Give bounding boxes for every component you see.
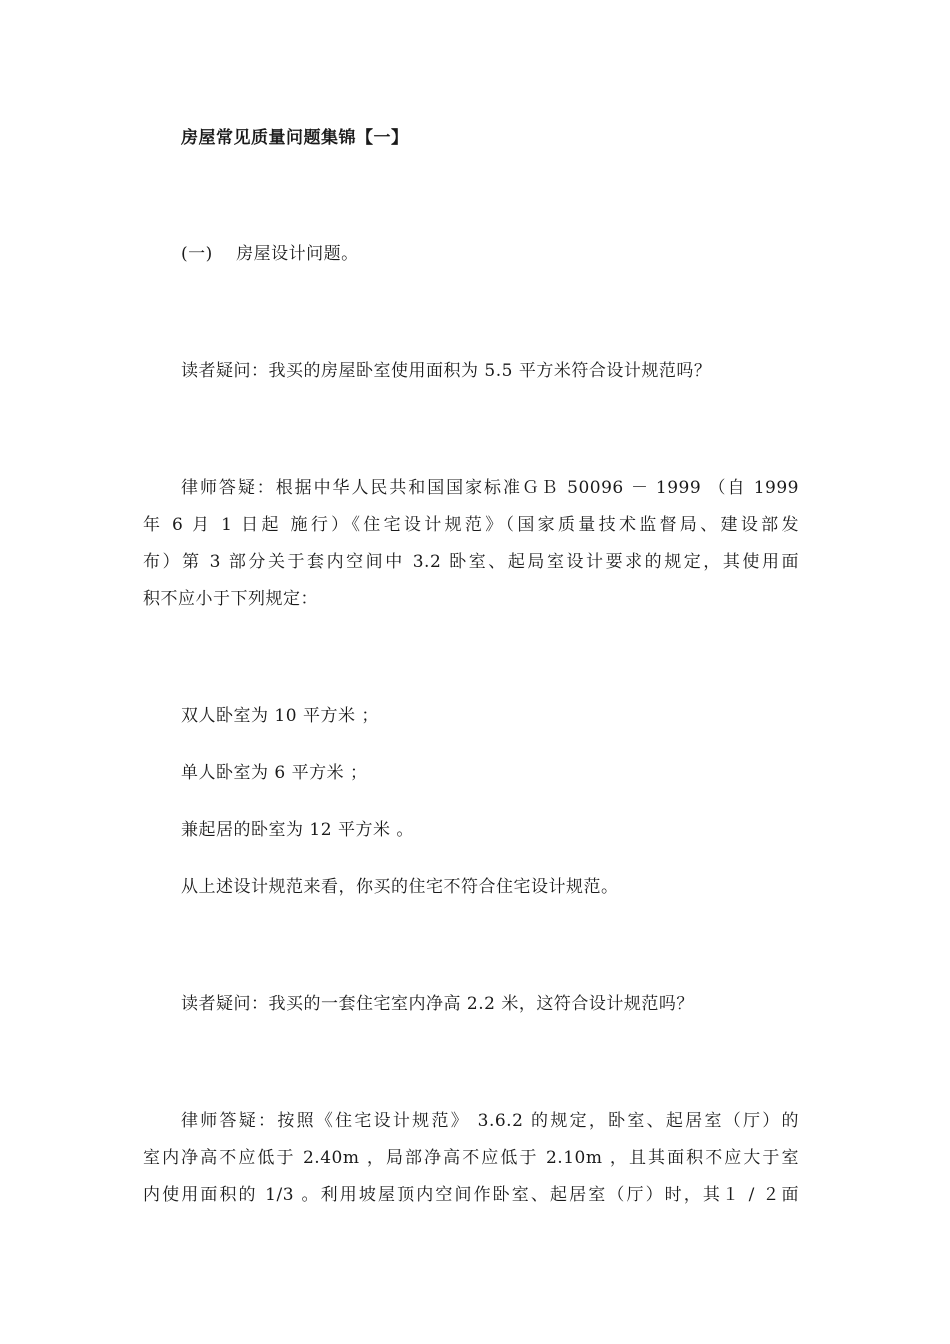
document-title: 房屋常见质量问题集锦【一】: [181, 128, 409, 148]
lawyer-answer-1-line-3: 布）第 3 部分关于套内空间中 3.2 卧室、起局室设计要求的规定，其使用面: [143, 552, 799, 572]
lawyer-answer-2-line-3: 内使用面积的 1/3 。利用坡屋顶内空间作卧室、起居室（厅）时，其１ / ２面: [143, 1185, 799, 1205]
lawyer-answer-1-line-2: 年 6 月 1 日起 施行）《住宅设计规范》（国家质量技术监督局、建设部发: [143, 515, 799, 535]
rule-single-bedroom: 单人卧室为 6 平方米 ；: [181, 763, 368, 783]
reader-question-2: 读者疑问：我买的一套住宅室内净高 2.2 米，这符合设计规范吗？: [181, 994, 694, 1014]
rule-double-bedroom: 双人卧室为 10 平方米 ；: [181, 706, 379, 726]
lawyer-answer-1-line-4: 积不应小于下列规定：: [143, 589, 318, 609]
lawyer-answer-1-line-1: 律师答疑：根据中华人民共和国国家标准ＧＢ 50096 － 1999 （自 1999: [181, 478, 799, 498]
lawyer-answer-2-line-2: 室内净高不应低于 2.40m ，局部净高不应低于 2.10m ，且其面积不应大于室: [143, 1148, 799, 1168]
lawyer-answer-2-line-1: 律师答疑：按照《住宅设计规范》 3.6.2 的规定，卧室、起居室（厅）的: [181, 1111, 799, 1131]
conclusion-text: 从上述设计规范来看，你买的住宅不符合住宅设计规范。: [181, 877, 619, 897]
rule-living-bedroom: 兼起居的卧室为 12 平方米 。: [181, 820, 414, 840]
reader-question-1: 读者疑问：我买的房屋卧室使用面积为 5.5 平方米符合设计规范吗？: [181, 361, 712, 381]
section-heading: (一) 房屋设计问题。: [181, 244, 359, 264]
